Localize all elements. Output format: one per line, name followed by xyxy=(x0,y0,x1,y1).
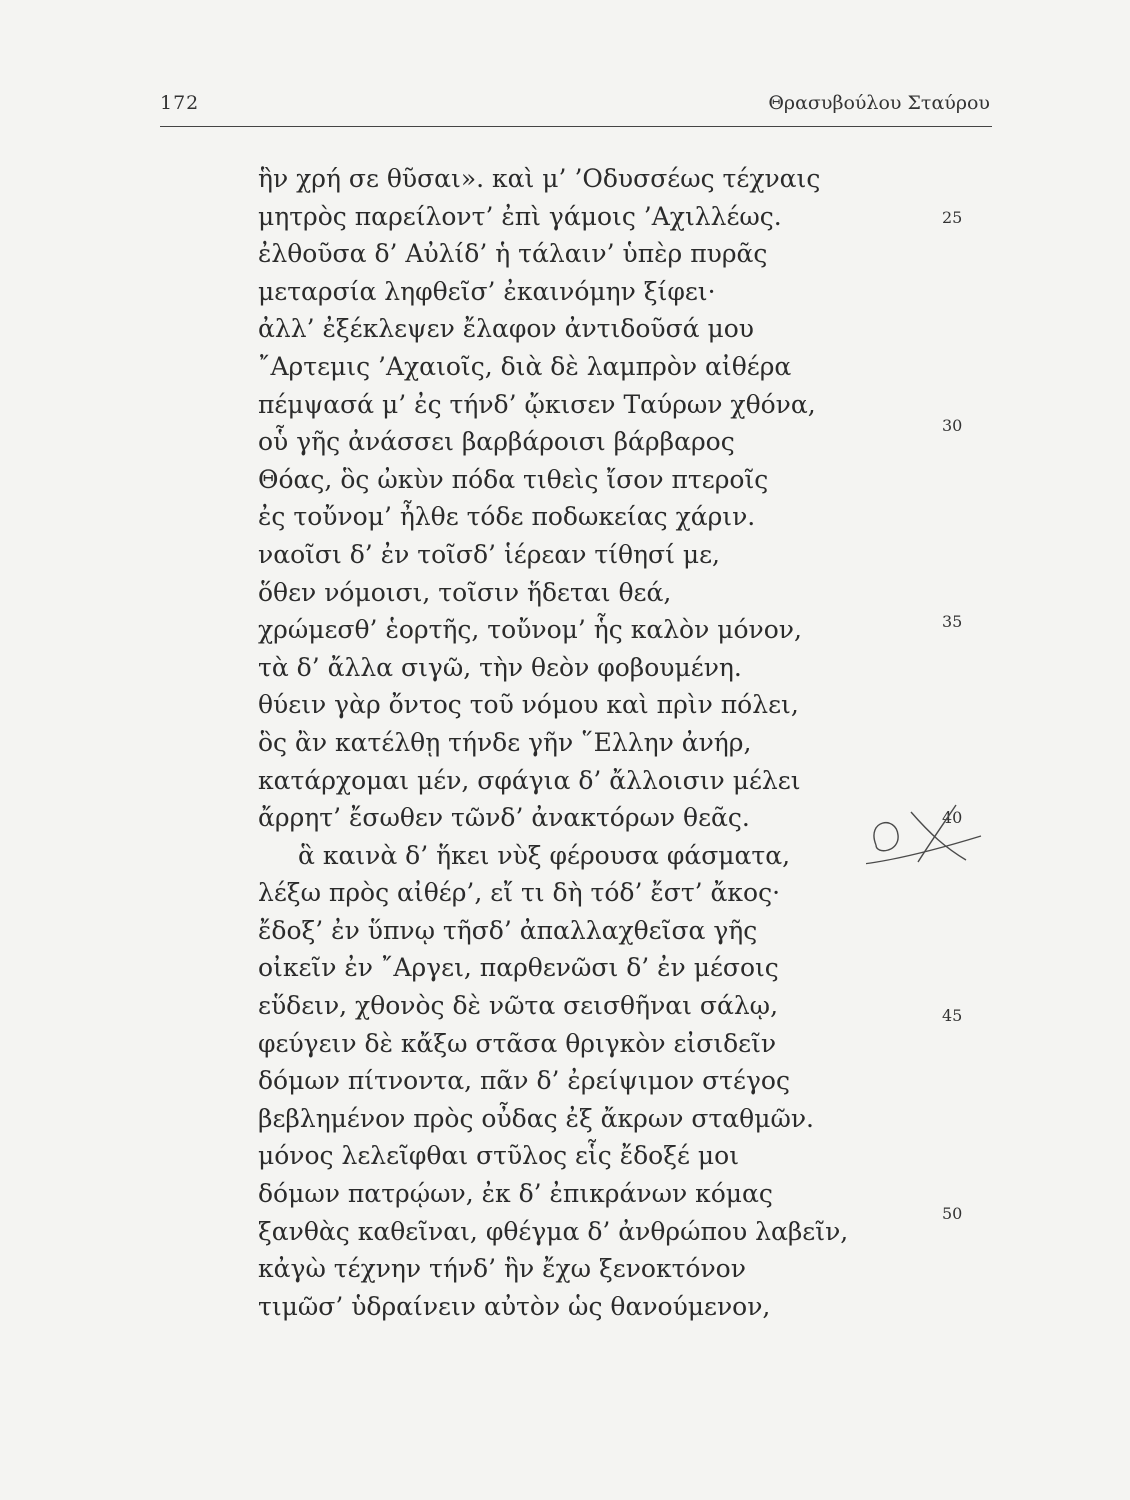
running-head: Θρασυβούλου Σταύρου xyxy=(768,92,990,114)
verse-line: ὅθεν νόμοισι, τοῖσιν ἥδεται θεά, xyxy=(258,577,672,607)
verse-line: ἐς τοὔνομ’ ἦλθε τόδε ποδωκείας χάριν. xyxy=(258,502,756,532)
verse-line: βεβλημένον πρὸς οὖδας ἐξ ἄκρων σταθμῶν. xyxy=(258,1103,815,1133)
verse-line: ἣν χρή σε θῦσαι». καὶ μ’ ’Οδυσσέως τέχναις xyxy=(258,164,821,193)
verse-line: ἔδοξ’ ἐν ὕπνῳ τῆσδ’ ἀπαλλαχθεῖσα γῆς xyxy=(258,915,758,945)
verse-line: κἀγὼ τέχνην τήνδ’ ἣν ἔχω ξενοκτόνον xyxy=(258,1254,746,1284)
line-number-45: 45 xyxy=(942,1006,963,1025)
verse-line: λέξω πρὸς αἰθέρ’, εἴ τι δὴ τόδ’ ἔστ’ ἄκος· xyxy=(258,878,781,908)
verse-line: ὃς ἂν κατέλθῃ τήνδε γῆν ῞Ελλην ἀνήρ, xyxy=(258,727,752,757)
verse-line: οὗ γῆς ἀνάσσει βαρβάροισι βάρβαρος xyxy=(258,427,735,457)
verse-line: χρώμεσθ’ ἑορτῆς, τοὔνομ’ ἧς καλὸν μόνον, xyxy=(258,615,802,645)
verse-line: ἄρρητ’ ἔσωθεν τῶνδ’ ἀνακτόρων θεᾶς. xyxy=(258,803,750,833)
verse-line: πέμψασά μ’ ἐς τήνδ’ ᾤκισεν Ταύρων χθόνα, xyxy=(258,389,816,419)
handwritten-stroke xyxy=(918,805,956,862)
header-rule xyxy=(160,126,992,127)
line-number-30: 30 xyxy=(942,416,963,435)
line-number-35: 35 xyxy=(942,612,963,631)
handwritten-stroke xyxy=(874,823,898,851)
verse-line: ξανθὰς καθεῖναι, φθέγμα δ’ ἀνθρώπου λαβεῖν, xyxy=(258,1216,849,1246)
line-number-25: 25 xyxy=(942,208,963,227)
verse-line: Θόας, ὃς ὠκὺν πόδα τιθεὶς ἴσον πτεροῖς xyxy=(258,464,769,494)
verse-line: μόνος λελεῖφθαι στῦλος εἷς ἔδοξέ μοι xyxy=(258,1141,740,1171)
verse-line: εὕδειν, χθονὸς δὲ νῶτα σεισθῆναι σάλῳ, xyxy=(258,991,779,1021)
verse-line: ἐλθοῦσα δ’ Αὐλίδ’ ἡ τάλαιν’ ὑπὲρ πυρᾶς xyxy=(258,239,768,269)
verse-line: δόμων πατρῴων, ἐκ δ’ ἐπικράνων κόμας xyxy=(258,1179,773,1209)
verse-line: ναοῖσι δ’ ἐν τοῖσδ’ ἱέρεαν τίθησί με, xyxy=(258,539,720,569)
line-number-50: 50 xyxy=(942,1204,963,1223)
verse-line: ἀλλ’ ἐξέκλεψεν ἔλαφον ἀντιδοῦσά μου xyxy=(258,314,754,344)
verse-line: μητρὸς παρείλοντ’ ἐπὶ γάμοις ’Αχιλλέως. xyxy=(258,201,782,231)
verse-line: μεταρσία ληφθεῖσ’ ἐκαινόμην ξίφει· xyxy=(258,276,716,306)
verse-line: φεύγειν δὲ κἄξω στᾶσα θριγκὸν εἰσιδεῖν xyxy=(258,1028,777,1058)
page-number: 172 xyxy=(160,92,200,114)
verse-block xyxy=(258,160,978,1325)
handwritten-annotation xyxy=(866,790,996,880)
verse-line: θύειν γὰρ ὄντος τοῦ νόμου καὶ πρὶν πόλει, xyxy=(258,690,799,720)
line-number-40: 40 xyxy=(942,808,963,827)
verse-line: οἰκεῖν ἐν ῎Αργει, παρθενῶσι δ’ ἐν μέσοις xyxy=(258,953,779,983)
verse-line: ἃ καινὰ δ’ ἥκει νὺξ φέρουσα φάσματα, xyxy=(298,840,791,870)
verse-line: τὰ δ’ ἄλλα σιγῶ, τὴν θεὸν φοβουμένη. xyxy=(258,652,742,682)
verse-line: κατάρχομαι μέν, σφάγια δ’ ἄλλοισιν μέλει xyxy=(258,765,801,795)
verse-line: ῎Αρτεμις ’Αχαιοῖς, διὰ δὲ λαμπρὸν αἰθέρα xyxy=(258,351,792,381)
verse-line: δόμων πίτνοντα, πᾶν δ’ ἐρείψιμον στέγος xyxy=(258,1066,790,1096)
verse-line: τιμῶσ’ ὑδραίνειν αὐτὸν ὡς θανούμενον, xyxy=(258,1291,771,1321)
handwritten-stroke xyxy=(866,836,981,867)
